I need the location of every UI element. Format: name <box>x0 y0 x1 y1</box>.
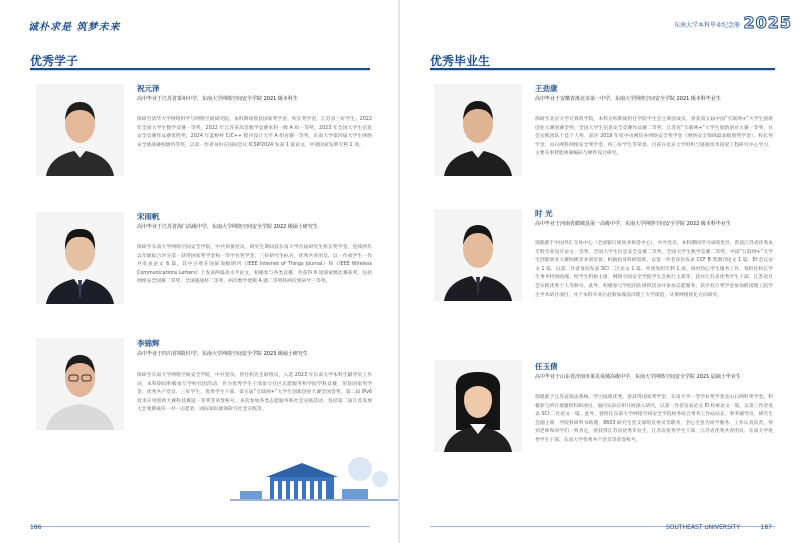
person-description: 现就职于江苏省政法系统。学习成绩优秀，曾获得国家奖学金、东南大学一等学业奖学金及山石网科奖学金。积极参与所在课题组科研项目，面向实际应用开展深入研究，以第一作者发表论文 EI 检索论文一篇，以第三作者发表 SCI 二区论文一篇。此外，曾担任东南大学网络空间安全学院财务综合事务工作站站长、事务辅导员、研究生会副主席、学院科研科书助理、8603 研究生党支部组宣委员等职务，全心全意为同学服务、工作认真负责，得到老师和同学们一致肯定，曾获得江苏省优秀毕业生、江苏省优秀学生干部、江苏省优秀共青团员、东南大学优秀学生干部、东南大学优秀共产党员等荣誉称号。 <box>535 395 773 443</box>
portrait-photo <box>36 84 124 176</box>
campus-building-illustration <box>230 455 400 505</box>
portrait-photo <box>36 338 124 430</box>
section-divider <box>430 68 775 70</box>
page-number-right: 187 <box>760 524 772 531</box>
person-name: 宋雨帆 <box>137 212 160 221</box>
portrait-photo <box>434 84 522 176</box>
portrait-photo <box>434 209 522 301</box>
person-intro: 高中毕业于江苏省泰州中学，东南大学网络空间安全学院 2021 级本科生 <box>137 96 298 102</box>
right-page <box>400 0 800 543</box>
footer-line <box>30 526 370 527</box>
person-intro: 高中毕业于安徽省淮北市第一中学，东南大学网络空间安全学院 2021 级本科毕业生 <box>535 96 721 102</box>
person-intro: 高中毕业于江苏省海门高级中学，东南大学网络空间安全学院 2022 级硕士研究生 <box>137 224 318 230</box>
person-name: 时 光 <box>535 209 553 218</box>
person-name: 祝元泽 <box>137 84 160 93</box>
person-name: 李锦辉 <box>137 339 160 348</box>
person-description: 保研至东南大学网络空间安全学院，中共党员。曾任校先生联络员，入选 2023 年东南大学本科生辅导员工作站，本科期间积极参与学校社团活动，作为优秀学生干部参与社区志愿服务和学院学科竞赛，荣获国家奖学金、优秀共产党员、三好学生，优秀学生干部、第五届“互联网+”大学生创新创业大赛全国金奖、第二届 IPv6 技术应用创新大赛科技赛道一等奖等荣誉称号。多次参加各类志愿服务和社会实践活动，包括第二届江苏发展大会暑期嘉宾一对一志愿者、国际知识展领研究社会实践等。 <box>137 373 372 413</box>
person-description: 保研至北京大学计算机学院。本科在校期间担任学院学生会主席团成员，曾获第五届中国“互联网+”大学生创新创业大赛国赛金奖、全国大学生信息安全竞赛作品赛二等奖、江苏省“互联网+”大学生创新创业大赛一等奖，社会实践团队十佳个人奖、获评 2019 年度中央网信办网络安全奖学金（网络安全领域最高级别奖学金）、校长奖学金、山石网科网络安全奖学金、校三好学生等荣誉。目前在北京大学组织与链接技术国家工程研究中心学习，主要从事智能视频编码与硬件设计研究。 <box>535 117 773 157</box>
person-intro: 高中毕业于河南省鹤城县第一高级中学，东南大学网络空间安全学院 2022 级本科毕业生 <box>535 221 731 227</box>
person-name: 任玉倩 <box>535 362 558 371</box>
motto: 诚朴求是 筑梦未来 <box>28 22 121 33</box>
footer-university-name: SOUTHEAST UNIVERSITY <box>666 524 740 531</box>
person-name: 王劲康 <box>535 84 558 93</box>
person-description: 保研至东南大学网络空间安全学院，中共预备党员。研究生期间获东南大学首届研究生校长奖学金。连续两年以年级综合评分第一获得国家奖学金和一等学业奖学金，三好研究生标兵，优秀共青团员。以一作或学生一作共发表论文 6 篇，其中分别在国际顶级期刊《IEEE Internet of Things Journal》和《IEEE Wireless Communications Letters》上发表两篇高水平论文，积极参与各类竞赛，共获得 6 项国家级比赛获奖，包括网络安全国赛二等奖、全国挑战杯二等奖，两次数学建模 A 题二等奖和两次密码学三等奖。 <box>137 245 372 285</box>
person-intro: 高中毕业于山东省济南市莱芜凤城高级中学，东南大学网络空间安全学院 2021 届硕士毕业生 <box>535 374 741 380</box>
yearbook-title: 东南大学本科毕业纪念册 <box>673 22 740 29</box>
section-divider <box>30 68 370 70</box>
section-title-outstanding-students: 优秀学子 <box>30 54 79 68</box>
person-description: 保研至清华大学网络科学与网络空间研究院。本科期间曾获国家奖学金、校长奖学金、江苏省三好学生。2022 年全国大学生数学竞赛一等奖，2022 年江苏省高等数学竞赛本科一级 A 组一等奖，2023 年全国大学生信息安全竞赛作品赛优胜奖，2024 年蓝桥杯 C/C++ 程序设计大学 A 组省赛一等奖。东南大学第四届大学生网络安全挑战赛校级特等奖。以第一作者身份在国际会议 ICSIP2024 发表 1 篇论文，申请国家发明专利 1 项。 <box>137 117 372 148</box>
portrait-photo <box>434 360 522 452</box>
section-title-outstanding-graduates: 优秀毕业生 <box>430 54 491 68</box>
portrait-photo <box>36 212 124 304</box>
yearbook-year: 2025 <box>743 13 792 32</box>
person-intro: 高中毕业于四川省绵阳中学，东南大学网络空间安全学院 2023 级硕士研究生 <box>137 351 308 357</box>
person-description: 现就职于中国外汇交易中心（全国银行间同业拆借中心），中共党员。本科期间学习成绩优异，曾获江苏省优秀本专科毕业设计论文一等奖、全国大学生信息安全竞赛二等奖、全国大学生数学竞赛二等奖、中国“互联网+”大学生创新创业大赛校级等多项荣誉；积极投身科研创新，以第一作者身份发表 CCF B 类期刊论文 1 篇、EI 会议论文 1 篇，以第二作者身份发表 SCI 二区论文 1 篇、申请发明专利 1 项。同时热心学生服务工作，曾担任校长学生事务特别助理、校学生科协主席、网络空间安全学院学生会执行主席等，获评江苏省优秀学生干部、江苏省社会实践优秀个人等称号。此外，积极参与学院团队组织活动并参加志愿服务，获评双万奖学金参加跨国理工院学生学术研讨项目，并于本科毕业后赴新加坡南洋理工大学深造，从事网络优化方向研究。 <box>535 241 773 298</box>
page-number-left: 186 <box>30 524 42 531</box>
